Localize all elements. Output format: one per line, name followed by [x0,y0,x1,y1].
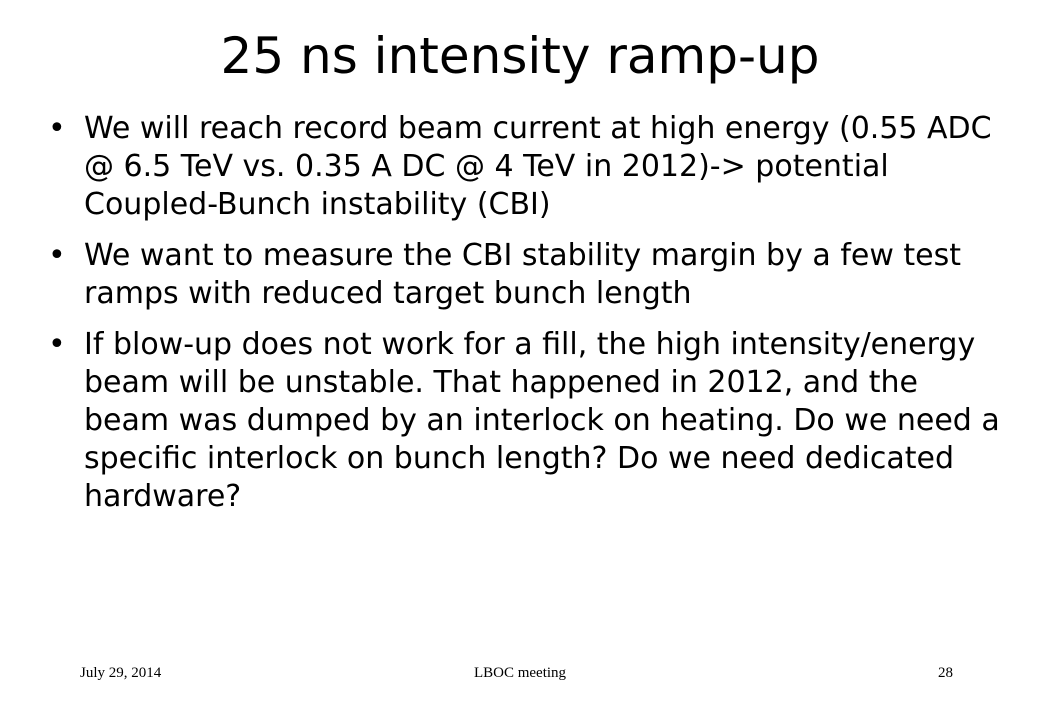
bullet-icon: • [48,327,66,362]
footer-page-number: 28 [938,665,953,681]
slide-title: 25 ns intensity ramp-up [220,27,820,85]
bullet-item [48,237,1008,313]
bullet-item [48,326,1008,516]
bullet-item [48,110,1008,224]
bullet-text: We want to measure the CBI stability margin by a few test ramps with reduced target bunch length [84,238,962,311]
footer-date: July 29, 2014 [80,665,162,681]
bullet-list [48,110,1008,529]
bullet-text: We will reach record beam current at high energy (0.55 ADC @ 6.5 TeV vs. 0.35 A DC @ 4 TeV in 2012)-> potential Coupled-Bunch instability (CBI) [84,111,992,222]
footer-meeting-name: LBOC meeting [473,665,567,681]
bullet-icon: • [48,238,66,273]
bullet-text: If blow-up does not work for a fill, the high intensity/energy beam will be unstable. That happened in 2012, and the beam was dumped by an interlock on heating. Do we need a specific interlock on bunch length? Do we need dedicated hardware? [84,327,1000,514]
bullet-icon: • [48,111,66,146]
